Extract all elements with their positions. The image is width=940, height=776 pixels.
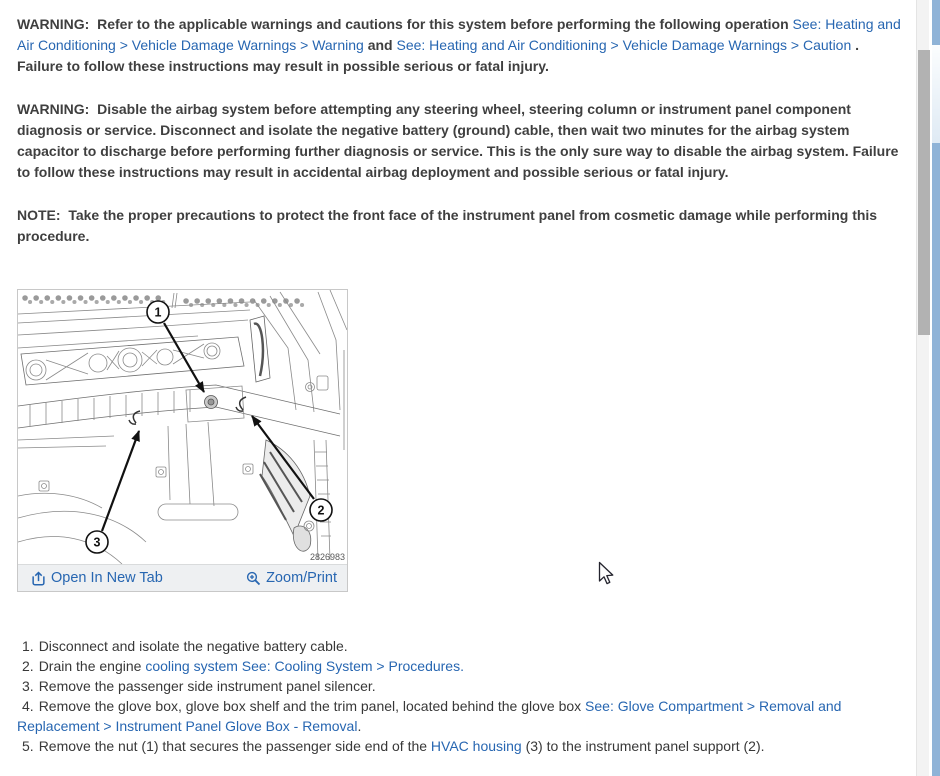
inline-reference-link[interactable]: See: Heating and Air Conditioning > Vehicle Damage Warnings > Caution (396, 37, 852, 53)
text-segment: WARNING: Disable the airbag system before attempting any steering wheel, steering column or instrument panel component diagnosis or service. Disconnect and isolate the negative battery (ground) cable, then wait two minutes for the airbag system capacitor to discharge before performing further diagnosis or service. This is the only sure way to disable the airbag system. Failure to follow these instructions may result in accidental airbag deployment and possible serious or fatal injury. (17, 101, 899, 180)
step-number: 1. (22, 638, 34, 654)
step-item-2 (17, 656, 905, 676)
step-item-5 (17, 736, 905, 756)
note-paragraph (17, 205, 905, 247)
text-segment: WARNING: Refer to the applicable warnings and cautions for this system before performing the following operation (17, 16, 793, 32)
open-in-new-tab-link[interactable] (31, 570, 163, 586)
article-content (17, 14, 905, 756)
svg-text:2: 2 (317, 503, 325, 518)
step-text (17, 698, 841, 734)
instrument-panel-diagram (18, 290, 347, 564)
step-number: 2. (22, 658, 34, 674)
text-segment: Remove the glove box, glove box shelf and the trim panel, located behind the glove box (38, 698, 586, 714)
text-segment: (3) to the instrument panel support (2). (521, 738, 765, 754)
text-segment: Disconnect and isolate the negative battery cable. (38, 638, 348, 654)
inline-reference-link[interactable]: See: Glove Compartment > Removal and Replacement > Instrument Panel Glove Box - Removal (17, 698, 842, 734)
outer-scrollbar-thumb[interactable] (932, 45, 940, 143)
svg-text:3: 3 (93, 535, 101, 550)
zoom-print-label: Zoom/Print (266, 570, 337, 586)
step-number: 5. (22, 738, 34, 754)
svg-text:1: 1 (154, 305, 162, 320)
vertical-scrollbar-thumb[interactable] (918, 50, 930, 335)
procedure-steps (17, 636, 905, 756)
warning-paragraph-2 (17, 99, 905, 183)
inline-reference-link[interactable]: cooling system See: Cooling System > Procedures. (145, 658, 464, 674)
vertical-scrollbar-track[interactable] (916, 0, 929, 776)
text-segment: Drain the engine (38, 658, 146, 674)
figure-number: 2826983 (309, 552, 345, 562)
step-text (39, 658, 464, 674)
text-segment: Remove the nut (1) that secures the passenger side end of the (38, 738, 431, 754)
outer-scrollbar-track[interactable] (932, 0, 940, 776)
text-segment: . (357, 718, 362, 734)
callout-1 (147, 301, 169, 323)
callout-3 (86, 531, 108, 553)
step-text (39, 678, 376, 694)
step-item-4 (17, 696, 905, 736)
text-segment: and (363, 37, 397, 53)
diagram-line-art (18, 290, 347, 564)
figure-frame (17, 289, 348, 592)
figure-toolbar (18, 564, 347, 591)
open-in-new-tab-label: Open In New Tab (51, 570, 163, 586)
step-text (39, 638, 348, 654)
zoom-plus-icon (246, 571, 261, 586)
warning-paragraph-1 (17, 14, 905, 77)
text-segment: NOTE: Take the proper precautions to protect the front face of the instrument panel from cosmetic damage while performing this procedure. (17, 207, 878, 244)
step-number: 3. (22, 678, 34, 694)
inline-reference-link[interactable]: See: Heating and Air Conditioning > Vehicle Damage Warnings > Warning (17, 16, 901, 53)
inline-reference-link[interactable]: HVAC housing (430, 738, 522, 754)
zoom-print-link[interactable] (246, 570, 337, 586)
step-item-1 (17, 636, 905, 656)
step-text (39, 738, 765, 754)
open-in-new-tab-icon (31, 571, 46, 586)
step-number: 4. (22, 698, 34, 714)
text-segment: . Failure to follow these instructions may result in possible serious or fatal injury. (17, 37, 860, 74)
step-item-3 (17, 676, 905, 696)
text-segment: Remove the passenger side instrument panel silencer. (38, 678, 376, 694)
callout-2 (310, 499, 332, 521)
